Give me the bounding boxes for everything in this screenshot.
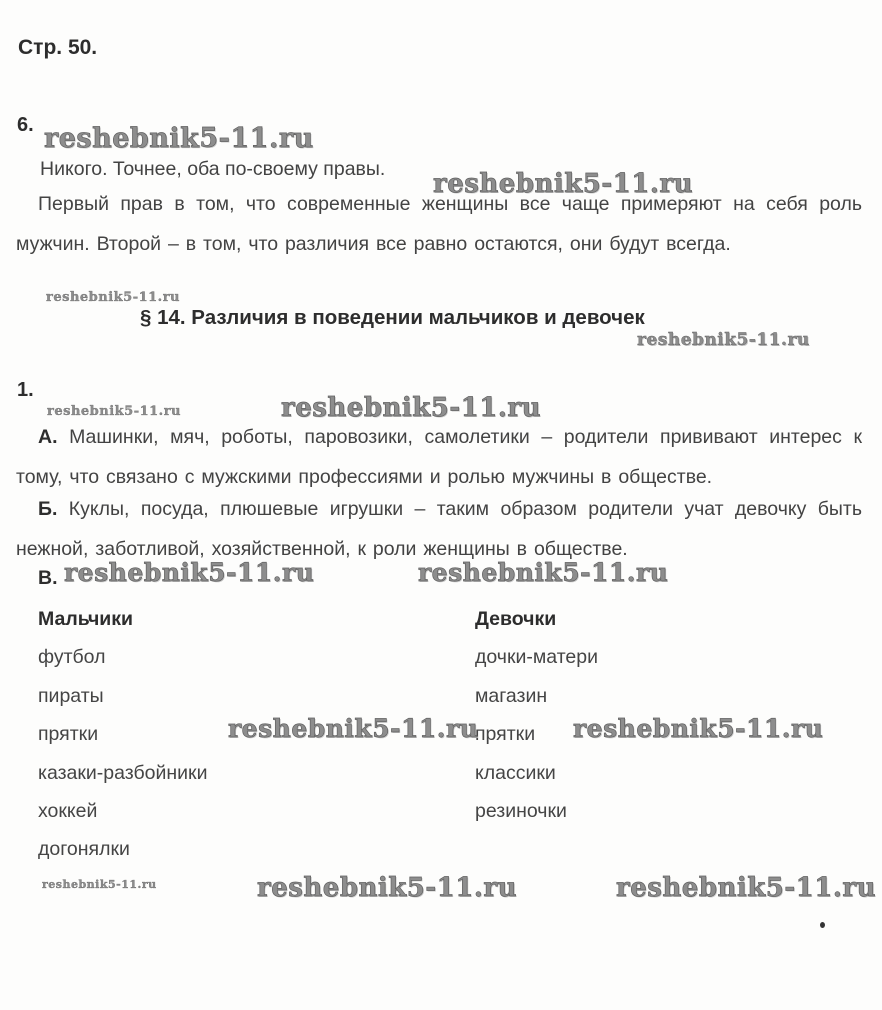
page-number-label: Стр. 50. xyxy=(18,36,98,59)
task6-paragraph: Первый прав в том, что современные женщины все чаще примеряют на себя роль мужчин. Второй – в том, что различия все равно остаются, они будут всегда. xyxy=(16,193,862,255)
watermark: reshebnik5-11.ru xyxy=(228,714,479,743)
item-v-label: В. xyxy=(38,567,58,589)
list-item: прятки xyxy=(38,723,99,746)
list-item: казаки-разбойники xyxy=(38,761,208,784)
watermark: reshebnik5-11.ru xyxy=(573,714,824,743)
task1-number: 1. xyxy=(17,379,34,401)
task1-item-b xyxy=(16,489,862,569)
section-heading: § 14. Различия в поведении мальчиков и девочек xyxy=(140,306,645,329)
list-item: резиночки xyxy=(475,800,567,823)
item-b-text: Куклы, посуда, плюшевые игрушки – таким образом родители учат девочку быть нежной, заботливой, хозяйственной, к роли женщины в обществе. xyxy=(16,498,862,560)
task1-item-a xyxy=(16,417,862,497)
item-b-label: Б. xyxy=(38,498,58,520)
list-item: магазин xyxy=(475,684,548,707)
list-item: дочки-матери xyxy=(475,646,598,669)
girls-header: Девочки xyxy=(475,608,557,630)
watermark: reshebnik5-11.ru xyxy=(281,393,542,423)
watermark: reshebnik5-11.ru xyxy=(257,873,518,903)
list-item: хоккей xyxy=(38,800,98,823)
watermark: reshebnik5-11.ru xyxy=(637,330,810,350)
list-item: футбол xyxy=(38,646,106,669)
list-item: классики xyxy=(475,761,556,784)
watermark: reshebnik5-11.ru xyxy=(42,878,157,891)
list-item: догонялки xyxy=(38,838,130,861)
scan-speck xyxy=(820,922,825,928)
item-a-text: Машинки, мяч, роботы, паровозики, самолетики – родители прививают интерес к тому, что связано с мужскими профессиями и ролью мужчины в обществе. xyxy=(16,426,862,488)
watermark: reshebnik5-11.ru xyxy=(46,290,181,305)
item-a-label: А. xyxy=(38,426,58,448)
watermark: reshebnik5-11.ru xyxy=(64,558,315,587)
task6-number: 6. xyxy=(17,114,34,136)
list-item: пираты xyxy=(38,684,104,707)
watermark: reshebnik5-11.ru xyxy=(44,123,314,154)
watermark: reshebnik5-11.ru xyxy=(616,873,877,903)
list-item: прятки xyxy=(475,723,536,746)
watermark: reshebnik5-11.ru xyxy=(418,558,669,587)
boys-header: Мальчики xyxy=(38,608,134,630)
boys-column xyxy=(38,600,207,869)
watermark: reshebnik5-11.ru xyxy=(47,404,182,419)
task6-answer-line: Никого. Точнее, оба по-своему правы. xyxy=(40,158,386,180)
watermark: reshebnik5-11.ru xyxy=(433,169,694,199)
